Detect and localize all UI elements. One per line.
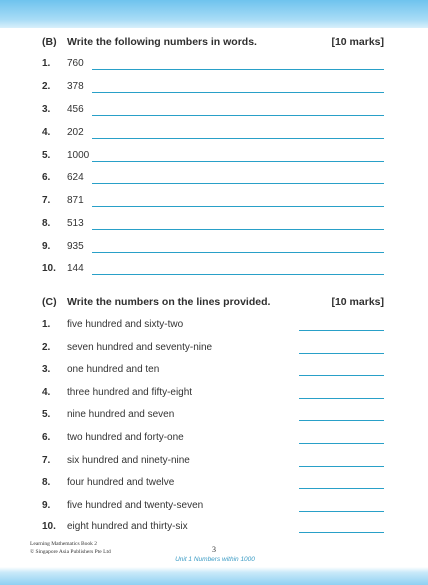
item-number: 6. — [42, 432, 51, 443]
section-b-title: Write the following numbers in words. — [67, 36, 257, 48]
item-number: 4. — [42, 387, 51, 398]
item-number: 2. — [42, 81, 51, 92]
item-value: 624 — [67, 172, 84, 183]
section-b-item — [42, 104, 384, 120]
answer-line[interactable] — [299, 398, 384, 399]
section-b-letter: (B) — [42, 36, 57, 48]
answer-line[interactable] — [92, 252, 384, 253]
item-value: 202 — [67, 127, 84, 138]
item-value: six hundred and ninety-nine — [67, 455, 190, 466]
item-number: 5. — [42, 409, 51, 420]
item-number: 9. — [42, 500, 51, 511]
section-b-item — [42, 172, 384, 188]
item-value: 871 — [67, 195, 84, 206]
item-number: 4. — [42, 127, 51, 138]
section-c-item — [42, 477, 384, 493]
item-value: seven hundred and seventy-nine — [67, 342, 213, 353]
section-b-item — [42, 81, 384, 97]
item-value: two hundred and forty-one — [67, 432, 184, 443]
item-value: 144 — [67, 263, 84, 274]
item-number: 3. — [42, 364, 51, 375]
answer-line[interactable] — [299, 488, 384, 489]
item-value: nine hundred and seven — [67, 409, 175, 420]
section-c-item — [42, 432, 384, 448]
item-number: 2. — [42, 342, 51, 353]
section-b-item — [42, 195, 384, 211]
answer-line[interactable] — [299, 443, 384, 444]
answer-line[interactable] — [92, 92, 384, 93]
section-c-heading — [42, 296, 384, 312]
item-value: eight hundred and thirty-six — [67, 521, 188, 532]
item-value: one hundred and ten — [67, 364, 160, 375]
section-c-marks: [10 marks] — [331, 296, 384, 308]
item-number: 10. — [42, 263, 56, 274]
item-number: 1. — [42, 319, 51, 330]
page-number: 3 — [212, 545, 216, 554]
answer-line[interactable] — [92, 206, 384, 207]
item-value: 760 — [67, 58, 84, 69]
item-value: three hundred and fifty-eight — [67, 387, 193, 398]
section-c-item — [42, 387, 384, 403]
answer-line[interactable] — [299, 375, 384, 376]
answer-line[interactable] — [92, 69, 384, 70]
item-number: 8. — [42, 477, 51, 488]
answer-line[interactable] — [92, 138, 384, 139]
section-c-letter: (C) — [42, 296, 57, 308]
section-c-item — [42, 521, 384, 537]
unit-label: Unit 1 Numbers within 1000 — [175, 556, 255, 563]
answer-line[interactable] — [92, 274, 384, 275]
section-c-title: Write the numbers on the lines provided. — [67, 296, 271, 308]
bottom-decorative-band — [0, 567, 428, 585]
item-value: 456 — [67, 104, 84, 115]
item-number: 1. — [42, 58, 51, 69]
item-number: 5. — [42, 150, 51, 161]
answer-line[interactable] — [299, 511, 384, 512]
answer-line[interactable] — [92, 161, 384, 162]
section-b-item — [42, 241, 384, 257]
section-c-item — [42, 342, 384, 358]
answer-line[interactable] — [299, 420, 384, 421]
section-b-item — [42, 150, 384, 166]
item-value: 935 — [67, 241, 84, 252]
section-b-item — [42, 58, 384, 74]
answer-line[interactable] — [299, 532, 384, 533]
answer-line[interactable] — [92, 115, 384, 116]
item-value: five hundred and sixty-two — [67, 319, 184, 330]
section-b-item — [42, 127, 384, 143]
footer-credits — [30, 540, 111, 556]
section-c-item — [42, 364, 384, 380]
book-title: Learning Mathematics Book 2 — [30, 541, 98, 547]
section-c-item — [42, 409, 384, 425]
item-number: 7. — [42, 195, 51, 206]
top-decorative-band — [0, 0, 428, 28]
item-number: 3. — [42, 104, 51, 115]
item-number: 8. — [42, 218, 51, 229]
answer-line[interactable] — [299, 353, 384, 354]
section-b-item — [42, 263, 384, 279]
item-number: 9. — [42, 241, 51, 252]
answer-line[interactable] — [299, 330, 384, 331]
section-c-item — [42, 455, 384, 471]
section-c-item — [42, 500, 384, 516]
publisher-credit: © Singapore Asia Publishers Pte Ltd — [30, 549, 111, 555]
item-value: 513 — [67, 218, 84, 229]
answer-line[interactable] — [92, 229, 384, 230]
section-b-marks: [10 marks] — [331, 36, 384, 48]
item-number: 10. — [42, 521, 56, 532]
item-number: 6. — [42, 172, 51, 183]
section-b-item — [42, 218, 384, 234]
item-number: 7. — [42, 455, 51, 466]
item-value: 378 — [67, 81, 84, 92]
section-c-item — [42, 319, 384, 335]
answer-line[interactable] — [92, 183, 384, 184]
answer-line[interactable] — [299, 466, 384, 467]
item-value: 1000 — [67, 150, 90, 161]
item-value: four hundred and twelve — [67, 477, 175, 488]
section-b-heading — [42, 36, 384, 52]
item-value: five hundred and twenty-seven — [67, 500, 204, 511]
